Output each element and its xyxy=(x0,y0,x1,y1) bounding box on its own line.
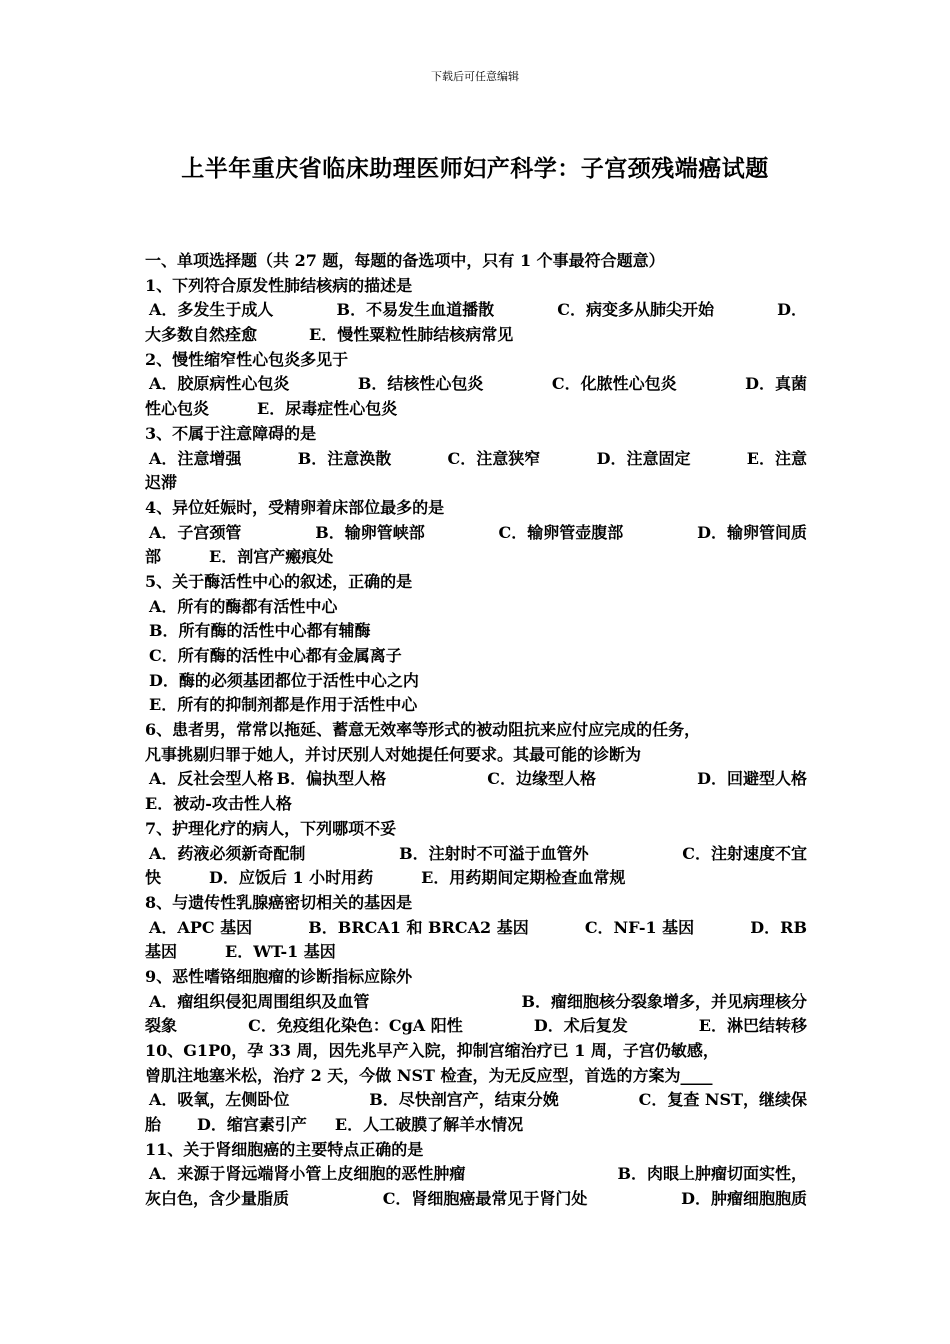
question-list xyxy=(145,249,807,1212)
question-10-option-e: E．人工破膜了解羊水情况 xyxy=(334,1115,524,1135)
question-10-stem-line-1: 10、G1P0，孕 33 周，因先兆早产入院，抑制宫缩治疗已 1 周，子宫仍敏感， xyxy=(145,1041,719,1060)
question-8-stem: 8、与遗传性乳腺癌密切相关的基因是 xyxy=(145,892,413,912)
question-6-option-a-b xyxy=(149,767,386,792)
question-4-option-d-start: D．输卵管间质 xyxy=(697,522,807,542)
question-7-option-c-start: C．注射速度不宜 xyxy=(682,843,807,863)
question-1-option-e: E．慢性粟粒性肺结核病常见 xyxy=(309,325,514,345)
question-6-options-row-1 xyxy=(145,767,807,792)
question-4-stem: 4、异位妊娠时，受精卵着床部位最多的是 xyxy=(145,497,445,517)
question-7-option-a: A．药液必须新奇配制 xyxy=(149,843,306,863)
question-1-options-row-1 xyxy=(145,298,807,323)
question-6-option-c: C．边缘型人格 xyxy=(487,769,596,789)
question-5-stem: 5、关于酶活性中心的叙述，正确的是 xyxy=(145,571,413,591)
document-title: 上半年重庆省临床助理医师妇产科学：子宫颈残端癌试题 xyxy=(181,155,769,182)
question-10-options-row-1 xyxy=(145,1088,807,1113)
question-3-option-a: A．注意增强 xyxy=(149,448,242,468)
question-3-options-row-2 xyxy=(145,471,807,496)
question-4-option-e: E．剖宫产瘢痕处 xyxy=(209,547,334,567)
question-10-stem-line-2: 曾肌注地塞米松，治疗 2 天，今做 NST 检查，为无反应型，首选的方案为____ xyxy=(145,1065,713,1085)
question-6-stem-line-2: 凡事挑剔归罪于她人，并讨厌别人对她提任何要求。其最可能的诊断为 xyxy=(145,744,642,764)
question-6-option-e: E．被动-攻击性人格 xyxy=(145,794,292,814)
question-9-option-a: A．瘤组织侵犯周围组织及血管 xyxy=(149,991,370,1011)
question-9-option-b-start: B．瘤细胞核分裂象增多，并见病理核分 xyxy=(521,991,807,1011)
question-5-option-c: C．所有酶的活性中心都有金属离子 xyxy=(149,646,402,665)
question-5-option-d: D．酶的必须基团都位于活性中心之内 xyxy=(149,670,419,690)
question-3-option-d: D．注意固定 xyxy=(596,448,691,468)
question-2-option-e: E．尿毒症性心包炎 xyxy=(257,399,398,419)
question-8-option-d-end: 基因 xyxy=(145,942,178,962)
question-2-option-c: C．化脓性心包炎 xyxy=(551,374,677,394)
question-8-option-a: A．APC 基因 xyxy=(149,917,253,937)
question-8-option-d-start: D．RB xyxy=(750,917,807,937)
question-7-option-e: E．用药期间定期检查血常规 xyxy=(421,868,626,888)
question-11-option-d: D．肿瘤细胞胞质 xyxy=(681,1189,807,1209)
question-4-options-row-2 xyxy=(145,545,807,570)
question-7-options-row-2 xyxy=(145,866,807,891)
question-11-option-b-end: 灰白色，含少量脂质 xyxy=(145,1189,290,1209)
question-10-option-c-start: C．复查 NST，继续保 xyxy=(638,1090,807,1110)
question-4-option-b: B．输卵管峡部 xyxy=(315,522,425,542)
question-10-option-c-end: 胎 xyxy=(145,1115,162,1135)
question-11-options-row-1 xyxy=(145,1162,807,1187)
question-6-stem-line-1: 6、患者男，常常以拖延、蓄意无效率等形式的被动阻抗来应付应完成的任务， xyxy=(145,720,701,740)
question-7-option-b: B．注射时不可溢于血管外 xyxy=(399,843,589,863)
question-11-stem: 11、关于肾细胞癌的主要特点正确的是 xyxy=(145,1139,424,1159)
question-1-option-d-end: 大多数自然痊愈 xyxy=(145,325,258,345)
question-5-option-e: E．所有的抑制剂都是作用于活性中心 xyxy=(149,695,418,715)
question-1-stem: 1、下列符合原发性肺结核病的描述是 xyxy=(145,275,413,295)
question-6-option-a: A．反社会型人格 xyxy=(149,769,274,789)
question-2-options-row-2 xyxy=(145,397,807,422)
question-2-option-d-end: 性心包炎 xyxy=(145,399,210,419)
question-9-options-row-2 xyxy=(145,1014,807,1039)
question-3-option-e-end: 迟滞 xyxy=(145,473,178,493)
question-8-option-b: B．BRCA1 和 BRCA2 基因 xyxy=(308,917,529,937)
question-1-option-a: A．多发生于成人 xyxy=(149,300,274,320)
question-8-option-e: E．WT-1 基因 xyxy=(225,942,336,962)
question-10-options-row-2 xyxy=(145,1113,807,1138)
question-1-option-c: C．病变多从肺尖开始 xyxy=(557,300,714,320)
question-3-stem: 3、不属于注意障碍的是 xyxy=(145,423,317,443)
question-3-option-b: B．注意涣散 xyxy=(297,448,392,468)
question-9-option-e: E．淋巴结转移 xyxy=(698,1016,807,1036)
question-2-stem: 2、慢性缩窄性心包炎多见于 xyxy=(145,349,349,369)
question-9-option-c: C．免疫组化染色：CgA 阳性 xyxy=(248,1016,463,1036)
question-2-options-row-1 xyxy=(145,372,807,397)
question-11-option-a: A．来源于肾远端肾小管上皮细胞的恶性肿瘤 xyxy=(149,1164,466,1184)
section-heading: 一、单项选择题（共 27 题，每题的备选项中，只有 1 个事最符合题意） xyxy=(145,251,665,270)
question-9-options-row-1 xyxy=(145,990,807,1015)
question-5-option-b: B．所有酶的活性中心都有辅酶 xyxy=(149,621,371,641)
question-7-options-row-1 xyxy=(145,842,807,867)
question-9-option-b-end: 裂象 xyxy=(145,1016,178,1036)
question-10-option-b: B．尽快剖宫产，结束分娩 xyxy=(369,1090,559,1110)
question-8-option-c: C．NF-1 基因 xyxy=(584,917,695,937)
question-10-option-d: D．缩宫素引产 xyxy=(197,1115,307,1135)
question-9-option-d: D．术后复发 xyxy=(533,1016,628,1036)
question-1-option-d-start: D． xyxy=(777,300,807,320)
question-7-option-d: D．应饭后 1 小时用药 xyxy=(209,868,374,888)
question-1-options-row-2 xyxy=(145,323,807,348)
question-11-options-row-2 xyxy=(145,1187,807,1212)
question-3-options-row-1 xyxy=(145,447,807,472)
question-5-option-a: A．所有的酶都有活性中心 xyxy=(149,596,338,616)
header-note: 下载后可任意编辑 xyxy=(431,70,519,83)
question-2-option-d-start: D．真菌 xyxy=(745,374,807,394)
question-1-option-b: B．不易发生血道播散 xyxy=(336,300,495,320)
question-2-option-a: A．胶原病性心包炎 xyxy=(149,374,290,394)
question-7-option-c-end: 快 xyxy=(145,868,162,888)
question-4-option-a: A．子宫颈管 xyxy=(149,522,242,542)
question-4-options-row-1 xyxy=(145,521,807,546)
question-6-option-b: B．偏执型人格 xyxy=(276,769,387,789)
question-4-option-c: C．输卵管壶腹部 xyxy=(498,522,624,542)
question-10-option-a: A．吸氧，左侧卧位 xyxy=(149,1090,290,1110)
question-8-options-row-1 xyxy=(145,916,807,941)
question-7-stem: 7、护理化疗的病人，下列哪项不妥 xyxy=(145,818,397,838)
question-2-option-b: B．结核性心包炎 xyxy=(357,374,484,394)
question-3-option-e-start: E．注意 xyxy=(746,448,807,468)
question-6-option-d: D．回避型人格 xyxy=(697,769,807,789)
question-8-options-row-2 xyxy=(145,940,807,965)
question-11-option-c: C．肾细胞癌最常见于肾门处 xyxy=(382,1189,588,1209)
question-11-option-b-start: B．肉眼上肿瘤切面实性， xyxy=(617,1164,807,1184)
question-9-stem: 9、恶性嗜铬细胞瘤的诊断指标应除外 xyxy=(145,966,413,986)
question-4-option-d-end: 部 xyxy=(145,547,162,567)
question-3-option-c: C．注意狭窄 xyxy=(447,448,541,468)
